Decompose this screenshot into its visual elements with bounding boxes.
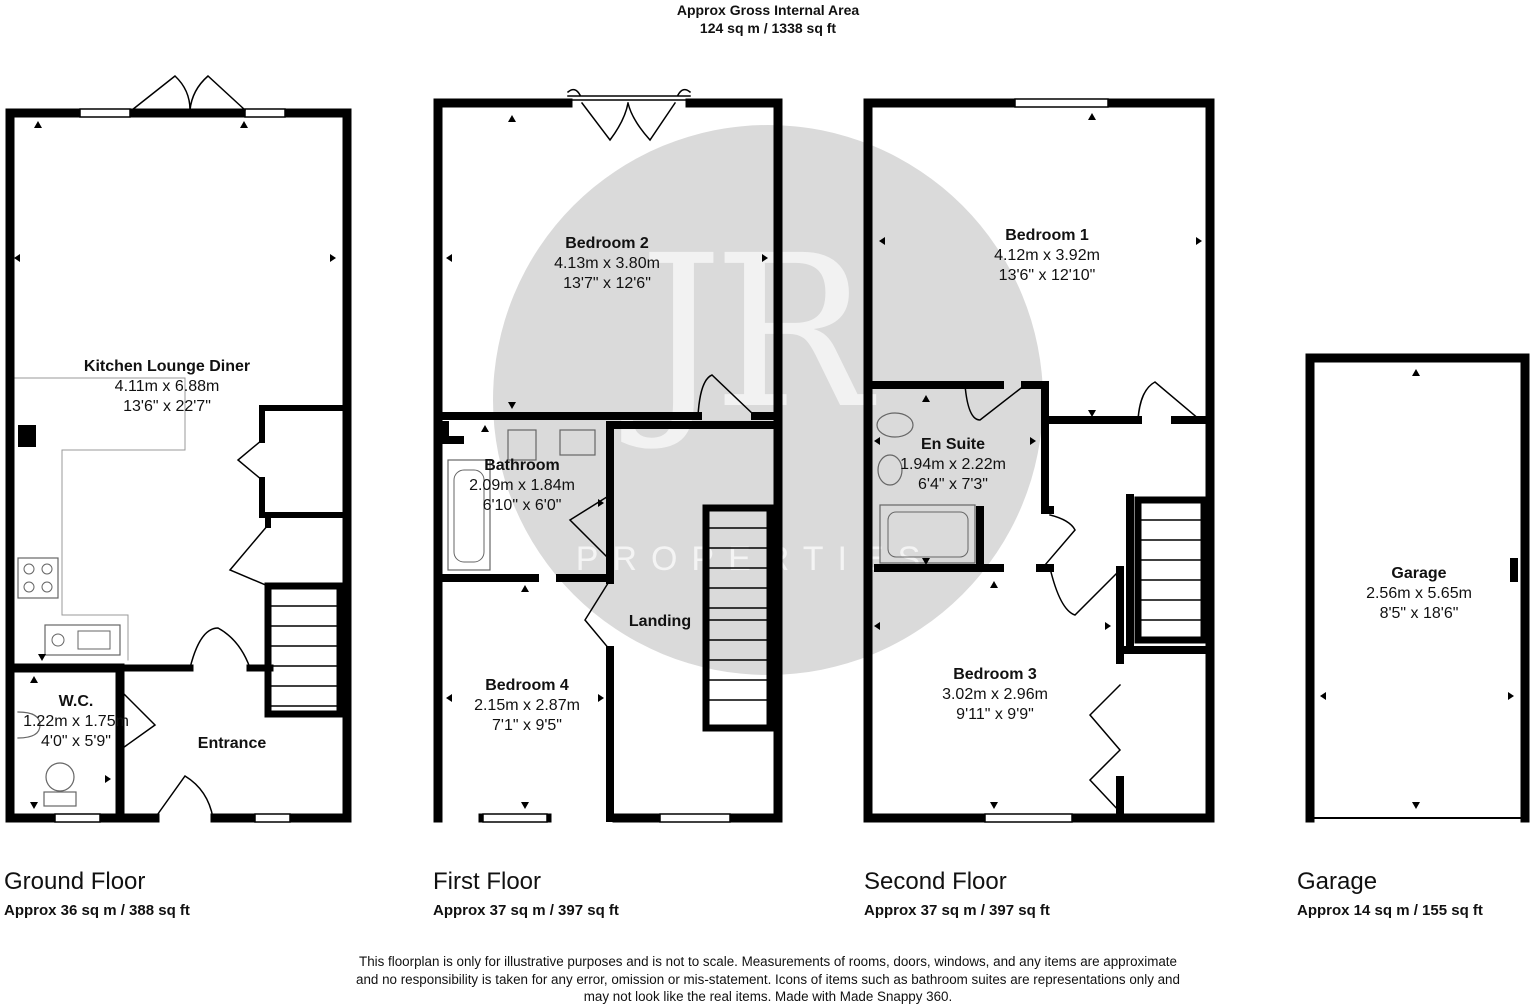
floor-area-first: Approx 37 sq m / 397 sq ft [433, 902, 619, 919]
room-name: Kitchen Lounge Diner [83, 358, 251, 375]
room-en-suite [900, 435, 1006, 495]
gross-area-title: Approx Gross Internal Area [676, 2, 860, 18]
room-name: Bathroom [484, 457, 560, 474]
floor-title-first: First Floor [433, 868, 541, 895]
disclaimer-line: may not look like the real items. Made with Made Snappy 360. [583, 989, 953, 1004]
room-metric: 3.02m x 2.96m [942, 686, 1048, 703]
gross-area-value: 124 sq m / 1338 sq ft [699, 20, 837, 36]
room-imperial: 6'4" x 7'3" [918, 476, 988, 493]
room-garage [1366, 564, 1472, 624]
floor-area-garage: Approx 14 sq m / 155 sq ft [1297, 902, 1483, 919]
room-bedroom-4 [474, 676, 580, 736]
room-name: Bedroom 4 [485, 677, 569, 694]
floor-title-ground: Ground Floor [4, 868, 146, 895]
floor-area-second: Approx 37 sq m / 397 sq ft [864, 902, 1050, 919]
room-name: En Suite [920, 436, 986, 453]
room-name: Landing [628, 613, 692, 630]
room-metric: 1.94m x 2.22m [900, 456, 1006, 473]
room-name: Bedroom 3 [953, 666, 1037, 683]
room-metric: 4.11m x 6.88m [114, 378, 220, 395]
room-entrance [198, 734, 266, 754]
room-bedroom-3 [942, 665, 1048, 725]
room-wc [23, 692, 129, 752]
floor-title-second: Second Floor [864, 868, 1007, 895]
room-landing [629, 612, 691, 632]
room-name: Bedroom 1 [1005, 227, 1089, 244]
room-imperial: 4'0" x 5'9" [41, 733, 111, 750]
watermark-word: PROPERTIES [575, 540, 935, 578]
room-metric: 1.22m x 1.75m [23, 713, 129, 730]
room-kitchen-lounge-diner [84, 357, 250, 417]
room-bedroom-2 [554, 234, 660, 294]
room-name: Garage [1391, 565, 1447, 582]
room-imperial: 13'6" x 22'7" [123, 398, 211, 415]
floor-area-ground: Approx 36 sq m / 388 sq ft [4, 902, 190, 919]
room-metric: 2.09m x 1.84m [469, 477, 575, 494]
watermark-initials: JR [638, 210, 862, 455]
disclaimer [260, 953, 1276, 1006]
disclaimer-line: This floorplan is only for illustrative purposes and is not to scale. Measurements of rooms, doors, windows, and any items are approximate [359, 954, 1177, 969]
room-imperial: 6'10" x 6'0" [482, 497, 562, 514]
room-imperial: 9'11" x 9'9" [956, 706, 1034, 723]
room-imperial: 8'5" x 18'6" [1379, 605, 1459, 622]
room-metric: 2.56m x 5.65m [1366, 585, 1472, 602]
room-name: Entrance [197, 735, 267, 752]
room-name: Bedroom 2 [565, 235, 649, 252]
room-imperial: 13'7" x 12'6" [563, 275, 651, 292]
room-metric: 2.15m x 2.87m [474, 697, 580, 714]
room-imperial: 7'1" x 9'5" [492, 717, 562, 734]
room-name: W.C. [58, 693, 94, 710]
room-bedroom-1 [994, 226, 1100, 286]
room-imperial: 13'6" x 12'10" [998, 267, 1096, 284]
room-metric: 4.12m x 3.92m [994, 247, 1100, 264]
room-bathroom [469, 456, 575, 516]
floor-title-garage: Garage [1297, 868, 1378, 895]
room-metric: 4.13m x 3.80m [554, 255, 660, 272]
disclaimer-line: and no responsibility is taken for any error, omission or mis-statement. Icons of items such as bathroom suites are representations only and [356, 971, 1180, 987]
